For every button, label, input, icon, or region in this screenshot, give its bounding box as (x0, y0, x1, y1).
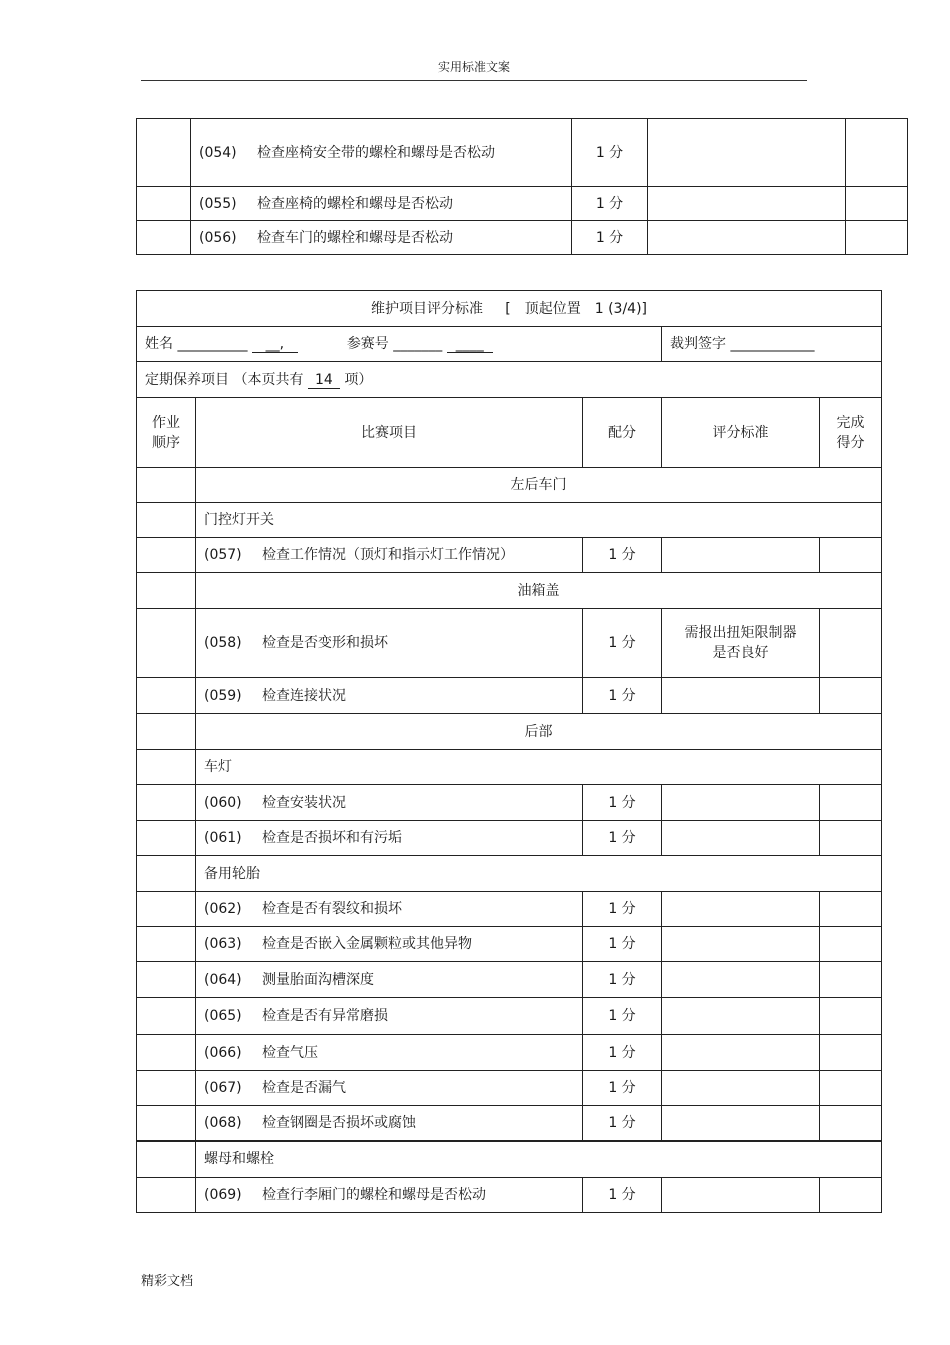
score-cell: 1 分 (583, 892, 662, 927)
result-cell (820, 821, 882, 856)
score-cell: 1 分 (572, 221, 648, 255)
item-cell: (066) 检查气压 (196, 1035, 583, 1071)
item-cell: (060) 检查安装状况 (196, 785, 583, 821)
order-cell (137, 119, 191, 187)
score-cell: 1 分 (572, 187, 648, 221)
item-cell: (061) 检查是否损坏和有污垢 (196, 821, 583, 856)
section-row (137, 573, 882, 609)
result-cell (846, 119, 908, 187)
item-text: 检查座椅的螺栓和螺母是否松动 (257, 195, 453, 212)
participant-info (137, 327, 662, 362)
subsection-row (137, 503, 882, 538)
criteria-cell (648, 119, 846, 187)
page-header: 实用标准文案 (437, 60, 510, 74)
subsection-row (137, 856, 882, 892)
table-row (137, 962, 882, 998)
score-cell: 1 分 (583, 1071, 662, 1106)
result-cell (820, 785, 882, 821)
entry-label: 参赛号 _______ (346, 336, 443, 352)
col-result-header: 完成 得分 (820, 398, 882, 468)
criteria-cell (662, 998, 820, 1035)
referee-signature[interactable]: 裁判签字 ____________ (662, 327, 882, 362)
subsection-title: 门控灯开关 (196, 503, 882, 538)
score-cell: 1 分 (583, 821, 662, 856)
item-cell: (069) 检查行李厢门的螺栓和螺母是否松动 (196, 1178, 583, 1213)
table-row (137, 892, 882, 927)
score-cell: 1 分 (583, 962, 662, 998)
item-code: (056) (199, 229, 237, 246)
item-count: 14 (308, 372, 340, 389)
criteria-cell (662, 1071, 820, 1106)
score-cell: 1 分 (583, 538, 662, 573)
table-row (137, 1106, 882, 1141)
item-cell: (059) 检查连接状况 (196, 678, 583, 714)
criteria-cell (662, 1106, 820, 1141)
table-row (137, 609, 882, 678)
table-row (137, 998, 882, 1035)
table-row (137, 821, 882, 856)
criteria-cell (662, 678, 820, 714)
name-label: 姓名 __________ (145, 336, 248, 352)
subsection-title: 螺母和螺栓 (196, 1141, 882, 1178)
col-criteria-header: 评分标准 (662, 398, 820, 468)
order-cell (137, 221, 191, 255)
order-cell (137, 187, 191, 221)
result-cell (820, 962, 882, 998)
score-cell: 1 分 (583, 785, 662, 821)
column-header-row (137, 398, 882, 468)
result-cell (820, 998, 882, 1035)
result-cell (820, 678, 882, 714)
criteria-cell (662, 892, 820, 927)
section-title: 左后车门 (196, 468, 882, 503)
score-cell: 1 分 (583, 678, 662, 714)
table-row (137, 1071, 882, 1106)
criteria-cell (662, 1178, 820, 1213)
periodic-info: 定期保养项目 （本页共有 14 项） (137, 362, 882, 398)
title-row (137, 291, 882, 327)
subsection-title: 车灯 (196, 750, 882, 785)
score-cell: 1 分 (583, 1035, 662, 1071)
criteria-cell (662, 1035, 820, 1071)
section-row (137, 714, 882, 750)
subsection-row (137, 1141, 882, 1178)
table-row (137, 1035, 882, 1071)
item-text: 检查座椅安全带的螺栓和螺母是否松动 (257, 144, 495, 161)
result-cell (820, 1106, 882, 1141)
criteria-cell (662, 821, 820, 856)
table-row (137, 221, 908, 255)
score-cell: 1 分 (583, 998, 662, 1035)
score-cell: 1 分 (572, 119, 648, 187)
scoring-table (136, 290, 882, 1213)
item-cell: (058) 检查是否变形和损坏 (196, 609, 583, 678)
criteria-cell (662, 927, 820, 962)
criteria-cell (662, 785, 820, 821)
criteria-cell (662, 538, 820, 573)
item-cell: (063) 检查是否嵌入金属颗粒或其他异物 (196, 927, 583, 962)
col-item-header: 比赛项目 (196, 398, 583, 468)
item-code: (054) (199, 144, 237, 161)
subsection-title: 备用轮胎 (196, 856, 882, 892)
result-cell (820, 609, 882, 678)
table-row (137, 1178, 882, 1213)
table-row (137, 119, 908, 187)
col-score-header: 配分 (583, 398, 662, 468)
result-cell (820, 1178, 882, 1213)
item-cell: (067) 检查是否漏气 (196, 1071, 583, 1106)
participant-row (137, 327, 882, 362)
item-cell (191, 187, 572, 221)
section-title: 后部 (196, 714, 882, 750)
result-cell (820, 892, 882, 927)
item-code: (055) (199, 195, 237, 212)
name-field[interactable]: __, (252, 336, 298, 353)
item-cell: (062) 检查是否有裂纹和损坏 (196, 892, 583, 927)
table-row (137, 538, 882, 573)
item-cell (191, 119, 572, 187)
table-title: 维护项目评分标准 [ 顶起位置 1 (3/4)] (137, 291, 882, 327)
result-cell (820, 1071, 882, 1106)
item-cell: (068) 检查钢圈是否损坏或腐蚀 (196, 1106, 583, 1141)
score-cell: 1 分 (583, 927, 662, 962)
table-row (137, 785, 882, 821)
criteria-cell (648, 187, 846, 221)
header-divider (141, 80, 807, 81)
periodic-row (137, 362, 882, 398)
item-cell (191, 221, 572, 255)
section-row (137, 468, 882, 503)
score-cell: 1 分 (583, 1178, 662, 1213)
col-order-header: 作业 顺序 (137, 398, 196, 468)
page-footer: 精彩文档 (141, 1274, 194, 1289)
result-cell (846, 221, 908, 255)
item-cell: (057) 检查工作情况（顶灯和指示灯工作情况） (196, 538, 583, 573)
table-row (137, 927, 882, 962)
item-cell: (065) 检查是否有异常磨损 (196, 998, 583, 1035)
score-cell: 1 分 (583, 609, 662, 678)
criteria-cell (648, 221, 846, 255)
entry-number-field[interactable]: ____ (447, 336, 493, 353)
table-row (137, 678, 882, 714)
result-cell (820, 1035, 882, 1071)
criteria-cell: 需报出扭矩限制器 是否良好 (662, 609, 820, 678)
result-cell (820, 538, 882, 573)
result-cell (846, 187, 908, 221)
item-text: 检查车门的螺栓和螺母是否松动 (257, 229, 453, 246)
section-title: 油箱盖 (196, 573, 882, 609)
subsection-row (137, 750, 882, 785)
title-position: [ 顶起位置 1 (3/4)] (505, 300, 648, 317)
score-cell: 1 分 (583, 1106, 662, 1141)
table-row (137, 187, 908, 221)
continuation-table (136, 118, 908, 255)
item-cell: (064) 测量胎面沟槽深度 (196, 962, 583, 998)
criteria-cell (662, 962, 820, 998)
result-cell (820, 927, 882, 962)
